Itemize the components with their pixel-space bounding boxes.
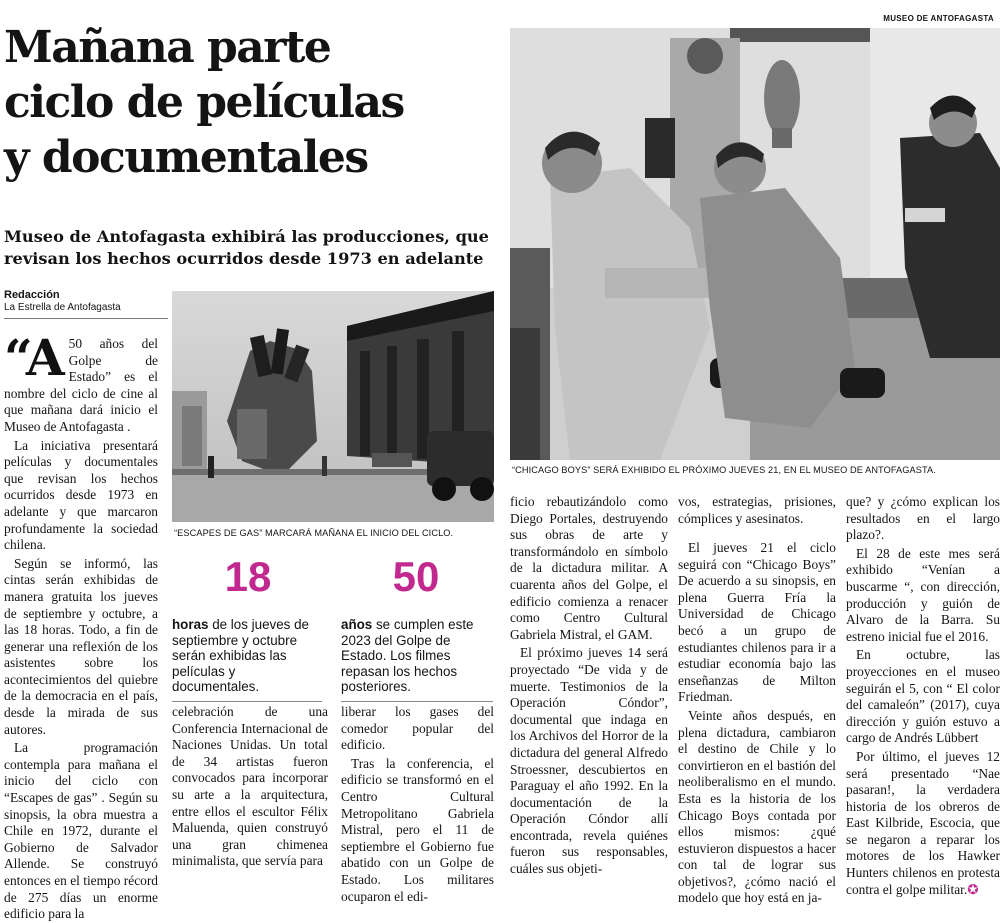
paragraph: El próximo jueves 14 será proyectado “De vida y de muerte. Testimonios de la Operación Cóndor”, documental que indaga en los Archivos del Horror de la dictadura del general Alfredo Stroessner, descubiertos en Paraguay el año 1992. En la documentación de la Operación Cóndor allí encontrada, revela quiénes fueron sus responsables, cuáles sus objeti- — [510, 645, 668, 877]
subhead-line: revisan los hechos ocurridos desde 1973 en adelante — [4, 249, 484, 268]
article-column-1 — [4, 328, 158, 922]
paragraph: celebración de una Conferencia Internacional de Naciones Unidas. Un total de 34 artistas fueron convocados para incorporar su arte a la arquitectura, entre ellos el escultor Félix Maluenda, quien construyó una gran chimenea minimalista, que servía para — [172, 704, 328, 869]
photo-left-caption: “ESCAPES DE GAS” MARCARÁ MAÑANA EL INICIO DEL CICLO. — [174, 528, 454, 538]
article-column-2 — [172, 704, 328, 872]
end-mark-icon: ✪ — [967, 881, 979, 897]
byline-outlet: La Estrella de Antofagasta — [4, 302, 121, 313]
photo-chicago-boys — [510, 28, 1000, 460]
paragraph — [846, 749, 1000, 898]
paragraph: Veinte años después, en plena dictadura, cambiaron el destino de Chile y lo convirtieron en el bastión del neoliberalismo en el mundo. Esta es la historia de los Chicago Boys contada por ellos mismos: ¿qué estuvieron dispuestos a hacer con tal de lograr sus objetivos?, ¿cómo nació el modelo que hoy está en ja- — [678, 707, 836, 906]
paragraph: En octubre, las proyecciones en el museo seguirán el 5, con “ El color del camaleón” (2017), cuya dirección y guión estuvo a cargo de Andrés Lübbert — [846, 647, 1000, 746]
paragraph: ficio rebautizándolo como Diego Portales, destruyendo sus obras de arte y transformándolo en símbolo de la dictadura militar. A cuarenta años del Golpe, el edificio comienza a renacer como Centro Cultural Gabriela Mistral, el GAM. — [510, 494, 668, 642]
photo-escapes-de-gas — [172, 291, 494, 522]
paragraph-text: Por último, el jueves 12 será presentado “Nae pasaran!, la verdadera historia de los obreros de East Kilbride, Escocia, que se negaron a reparar los motores de los Hawker Hunters chilenos en protesta contra el golpe militar. — [846, 748, 1000, 897]
photo-right-caption: “CHICAGO BOYS” SERÁ EXHIBIDO EL PRÓXIMO JUEVES 21, EN EL MUSEO DE ANTOFAGASTA. — [512, 465, 936, 475]
lead-text: 50 años del Golpe de Estado” es el nombre del ciclo de cine al que mañana dará inicio el Museo de Antofagasta . — [4, 336, 158, 434]
stat-number-50: 50 — [392, 553, 440, 600]
stat-number-18: 18 — [224, 553, 272, 600]
byline-author: Redacción — [4, 289, 60, 301]
headline-line: Mañana parte — [4, 22, 331, 73]
article-column-3 — [341, 704, 494, 904]
paragraph: que? y ¿cómo explican los resultados en el largo plazo?. — [846, 494, 1000, 543]
byline — [4, 289, 168, 319]
subhead-line: Museo de Antofagasta exhibirá las producciones, que — [4, 227, 489, 246]
headline — [4, 20, 509, 185]
stat-block-years — [341, 617, 493, 702]
paragraph: El 28 de este mes será exhibido “Venían a buscarme “, con dirección, producción y guión de Alvaro de la Barra. Su estreno inicial fue el 2016. — [846, 545, 1000, 644]
stat-label: años — [341, 617, 373, 632]
headline-line: y documentales — [4, 132, 368, 183]
meeting-photo-image — [510, 28, 1000, 460]
article-column-6 — [678, 540, 836, 906]
headline-line: ciclo de películas — [4, 77, 404, 128]
paragraph: El jueves 21 el ciclo seguirá con “Chicago Boys” De acuerdo a su sinopsis, en plena Guerra Fría la Universidad de Chicago becó a un grupo de estudiantes chilenos para ir a estudiar economía bajo las enseñanzas de Milton Friedman. — [678, 540, 836, 705]
building-photo-image — [172, 291, 494, 522]
paragraph: Tras la conferencia, el edificio se transformó en el Centro Cultural Metropolitano Gabriela Mistral, pero el 11 de septiembre el Gobierno fue abatido con un Golpe de Estado. Los militares ocuparon el edi- — [341, 755, 494, 904]
paragraph: vos, estrategias, prisiones, cómplices y asesinatos. — [678, 494, 836, 526]
drop-cap: “A — [4, 328, 65, 387]
paragraph: Según se informó, las cintas serán exhibidas de manera gratuita los jueves de septiembre y octubre, a las 18 horas. Todo, a fin de generar una reflexión de los asistentes sobre los acontecimientos del quiebre de la democracia en el país, desde la mirada de sus autores. — [4, 555, 158, 737]
paragraph: liberar los gases del comedor popular del edificio. — [341, 704, 494, 753]
article-column-7 — [846, 494, 1000, 897]
lead-paragraph — [4, 328, 158, 436]
paragraph: La iniciativa presentará películas y documentales que revisan los hechos ocurridos desde 1973 en adelante y que marcaron profundamente la sociedad chilena. — [4, 437, 158, 553]
article-column-5 — [678, 494, 836, 534]
stat-text: se cumplen este 2023 del Golpe de Estado. Los filmes repasan los hechos posteriores. — [341, 617, 474, 695]
stat-label: horas — [172, 617, 209, 632]
paragraph: La programación contempla para mañana el inicio del ciclo con “Escapes de gas” . Según su sinopsis, la obra muestra a Chile en 1972, durante el Gobierno de Salvador Allende. Se construyó entonces en el tiempo récord de 275 días un enorme edificio para la — [4, 740, 158, 922]
section-tag: MUSEO DE ANTOFAGASTA — [883, 14, 994, 23]
stat-block-hours — [172, 617, 322, 702]
article-column-4 — [510, 494, 668, 877]
subheadline — [4, 226, 504, 270]
stat-text: de los jueves de septiembre y octubre serán exhibidas las películas y documentales. — [172, 617, 309, 695]
